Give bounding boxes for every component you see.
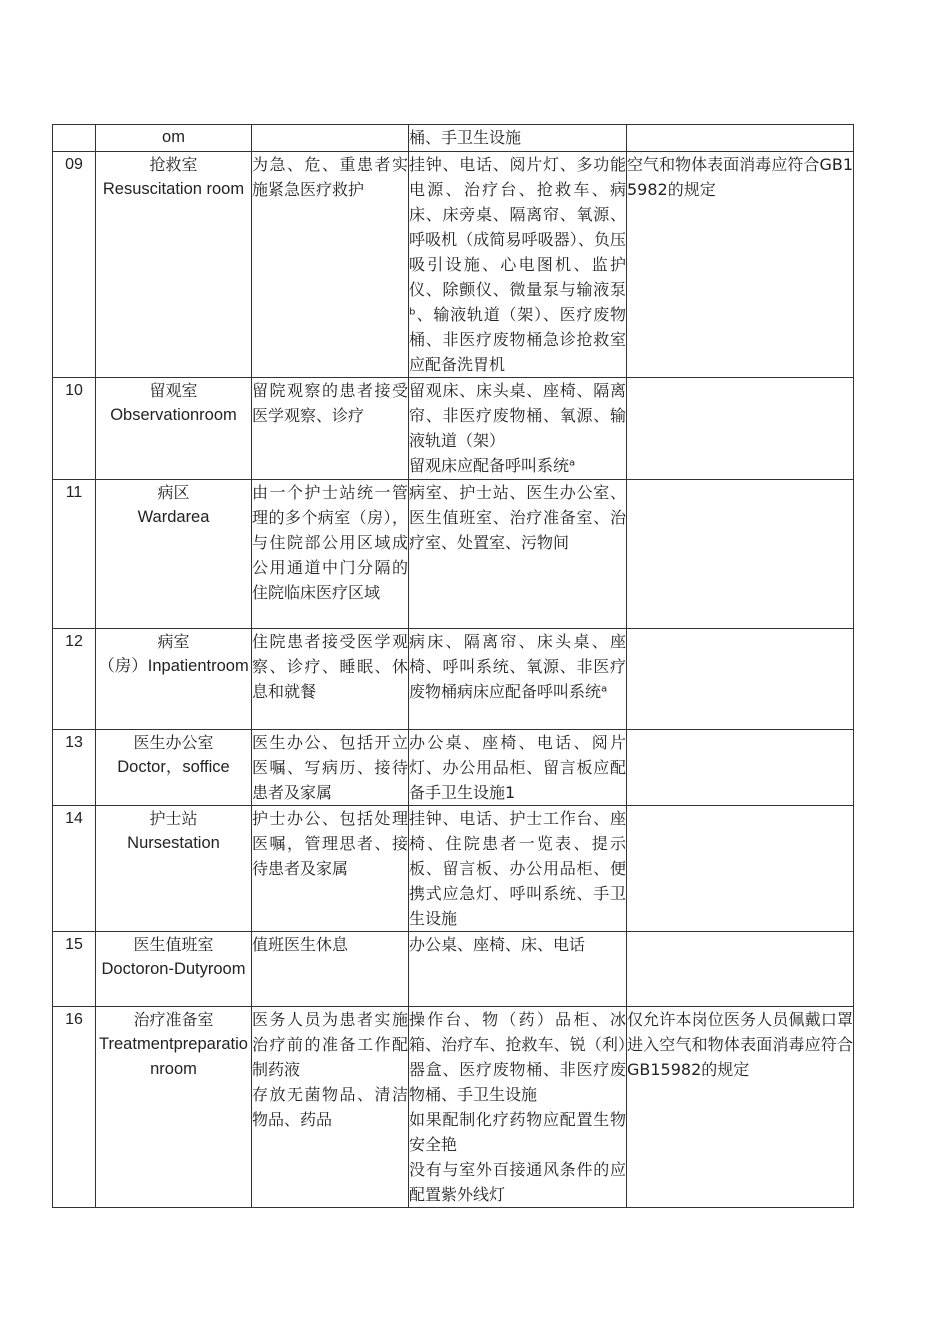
function-cell (252, 480, 409, 629)
function-cell (252, 378, 409, 480)
table-row (53, 730, 854, 806)
requirement-cell (627, 152, 854, 378)
room-name-chinese: 抢救室 (149, 155, 198, 174)
requirement-cell (627, 629, 854, 730)
equipment-cell (409, 806, 627, 932)
table-row (53, 125, 854, 152)
room-name-cell (96, 1007, 252, 1208)
function-cell (252, 629, 409, 730)
room-name-chinese: 医生值班室 (133, 935, 214, 954)
requirement-cell (627, 480, 854, 629)
row-number: 13 (53, 730, 96, 806)
requirement-paragraph: 仅允许本岗位医务人员佩戴口罩进入空气和物体表面消毒应符合GB15982的规定 (627, 1010, 853, 1079)
equipment-paragraph: 病床、隔离帘、床头桌、座椅、呼叫系统、氧源、非医疗废物桶病床应配备呼叫系统ᵃ (409, 632, 626, 701)
room-name-english: Wardarea (137, 508, 210, 526)
equipment-paragraph: 留观床、床头桌、座椅、隔离帘、非医疗废物桶、氧源、输液轨道（架） (409, 381, 626, 450)
row-number: 15 (53, 932, 96, 1007)
equipment-paragraph: 如果配制化疗药物应配置生物安全艳 (409, 1110, 626, 1154)
requirement-cell (627, 125, 854, 152)
function-cell (252, 932, 409, 1007)
room-name-english: Treatmentpreparationroom (99, 1035, 248, 1078)
room-name-english: （房）Inpatientroom (98, 657, 249, 675)
function-paragraph: 由一个护士站统一管理的多个病室（房），与住院部公用区域成公用通道中门分隔的住院临床医疗区域 (252, 483, 408, 602)
function-paragraph: 为急、危、重患者实施紧急医疗救护 (252, 155, 408, 199)
room-name-cell (96, 125, 252, 152)
room-name-english: Resuscitation room (102, 180, 245, 198)
room-name-cell (96, 378, 252, 480)
requirement-cell (627, 806, 854, 932)
table-row (53, 378, 854, 480)
room-name-cell (96, 629, 252, 730)
row-number: 10 (53, 378, 96, 480)
room-name-cell (96, 480, 252, 629)
room-name-cell (96, 152, 252, 378)
room-name-chinese: 治疗准备室 (133, 1010, 214, 1029)
function-cell (252, 1007, 409, 1208)
equipment-cell (409, 629, 627, 730)
function-paragraph: 存放无菌物品、清洁物品、药品 (252, 1085, 408, 1129)
table-row (53, 152, 854, 378)
equipment-paragraph: 桶、手卫生设施 (409, 128, 522, 147)
equipment-paragraph: 病室、护士站、医生办公室、医生值班室、治疗准备室、治疗室、处置室、污物间 (409, 483, 626, 552)
table-row (53, 1007, 854, 1208)
requirement-cell (627, 730, 854, 806)
equipment-cell (409, 730, 627, 806)
room-name-chinese: 病区 (157, 483, 190, 502)
equipment-paragraph: 挂钟、电话、阅片灯、多功能电源、治疗台、抢救车、病床、床旁桌、隔离帘、氧源、呼吸机（成简易呼吸器）、负压吸引设施、心电图机、监护仪、除颤仪、微量泵与输液泵ᵇ、输液轨道（架）、医疗废物桶、非医疗废物桶急诊抢救室应配备洗胃机 (409, 155, 626, 374)
row-number: 11 (53, 480, 96, 629)
function-cell (252, 152, 409, 378)
room-name-chinese: 医生办公室 (133, 733, 214, 752)
requirement-cell (627, 1007, 854, 1208)
equipment-cell (409, 480, 627, 629)
function-paragraph: 值班医生休息 (252, 935, 349, 954)
equipment-paragraph: 办公桌、座椅、床、电话 (409, 935, 586, 954)
equipment-cell (409, 125, 627, 152)
room-name-english: Observationroom (110, 406, 237, 424)
room-name-english: Nursestation (127, 834, 220, 852)
function-cell (252, 730, 409, 806)
equipment-cell (409, 152, 627, 378)
table-row (53, 932, 854, 1007)
function-cell (252, 125, 409, 152)
requirement-cell (627, 932, 854, 1007)
row-number: 14 (53, 806, 96, 932)
room-name-english: om (162, 128, 185, 146)
room-name-english: Doctor，soffice (117, 758, 230, 776)
equipment-paragraph: 留观床应配备呼叫系统ᵃ (409, 456, 576, 475)
requirement-paragraph: 空气和物体表面消毒应符合GB15982的规定 (627, 155, 853, 199)
equipment-paragraph: 没有与室外百接通风条件的应配置紫外线灯 (409, 1160, 626, 1204)
room-name-cell (96, 806, 252, 932)
row-number (53, 125, 96, 152)
requirement-cell (627, 378, 854, 480)
row-number: 12 (53, 629, 96, 730)
function-paragraph: 护士办公、包括处理医嘱，管理思者、接待患者及家属 (252, 809, 408, 878)
row-number: 09 (53, 152, 96, 378)
table-row (53, 629, 854, 730)
equipment-paragraph: 挂钟、电话、护士工作台、座椅、住院患者一览表、提示板、留言板、办公用品柜、便携式应急灯、呼叫系统、手卫生设施 (409, 809, 626, 928)
room-name-chinese: 病室 (157, 632, 190, 651)
function-paragraph: 住院患者接受医学观察、诊疗、睡眠、休息和就餐 (252, 632, 408, 701)
function-paragraph: 医务人员为患者实施治疗前的准备工作配制药液 (252, 1010, 408, 1079)
function-paragraph: 医生办公、包括开立医嘱、写病历、接待患者及家属 (252, 733, 408, 802)
equipment-cell (409, 378, 627, 480)
room-name-chinese: 护士站 (149, 809, 198, 828)
room-name-english: Doctoron-Dutyroom (101, 960, 246, 978)
table-row (53, 806, 854, 932)
room-name-cell (96, 932, 252, 1007)
row-number: 16 (53, 1007, 96, 1208)
table-row (53, 480, 854, 629)
room-name-cell (96, 730, 252, 806)
equipment-cell (409, 932, 627, 1007)
room-requirements-table (52, 124, 854, 1208)
function-paragraph: 留院观察的患者接受医学观察、诊疗 (252, 381, 408, 425)
equipment-paragraph: 操作台、物（药）品柜、冰箱、治疗车、抢救车、锐（利）器盒、医疗废物桶、非医疗废物桶、手卫生设施 (409, 1010, 626, 1104)
equipment-cell (409, 1007, 627, 1208)
function-cell (252, 806, 409, 932)
equipment-paragraph: 办公桌、座椅、电话、阅片灯、办公用品柜、留言板应配备手卫生设施1 (409, 733, 626, 802)
room-name-chinese: 留观室 (149, 381, 198, 400)
